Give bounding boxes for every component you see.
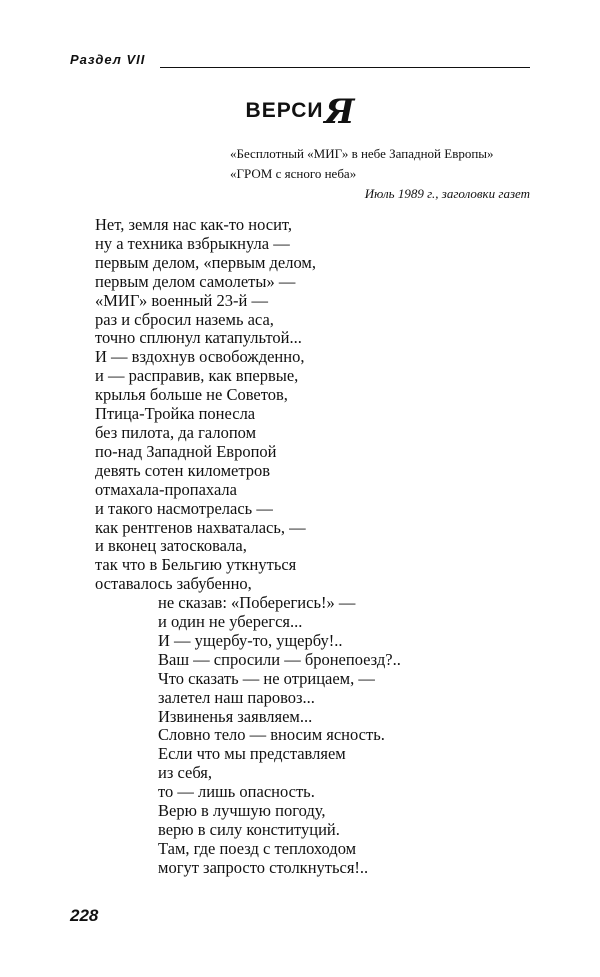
poem-line: верю в силу конституций. [158, 820, 340, 839]
poem-title-main: ВЕРСИ [245, 99, 324, 122]
poem-line: без пилота, да галопом [95, 422, 257, 442]
poem-line: Если что мы представляем [158, 744, 346, 764]
poem-line: по-над Западной Европой [95, 441, 277, 461]
poem-title [0, 92, 600, 132]
poem-line: и такого насмотрелась — [95, 498, 273, 518]
poem-line: не сказав: «Поберегись!» — [158, 593, 356, 613]
poem-line: Что сказать — не отрицаем, — [158, 668, 375, 688]
poem-line: «МИГ» военный 23-й — [95, 290, 268, 310]
poem-line: первым делом, «первым делом, [95, 252, 316, 272]
poem-line: Словно тело — вносим ясность. [158, 725, 385, 745]
poem-line: Там, где поезд с теплоходом [158, 838, 357, 858]
poem-line: и один не уберегся... [158, 612, 303, 632]
poem-line: Ваш — спросили — бронепоезд?.. [158, 649, 401, 669]
poem-line: залетел наш паровоз... [158, 687, 315, 707]
header-rule [160, 67, 530, 68]
poem-line: могут запросто столкнуться!.. [158, 857, 369, 877]
poem-line: И — ущербу-то, ущербу!.. [158, 630, 343, 650]
poem-line: и — расправив, как впервые, [95, 366, 299, 386]
poem-line: И — вздохнув освобожденно, [95, 347, 305, 367]
poem-line: раз и сбросил наземь аса, [95, 309, 274, 329]
epigraph [230, 144, 530, 204]
poem-line: Нет, земля нас как-то носит, [95, 215, 293, 234]
poem-line: Птица-Тройка понесла [95, 404, 256, 424]
poem-line: так что в Бельгию уткнуться [95, 555, 297, 575]
poem-body [95, 216, 401, 878]
poem-line: крылья больше не Советов, [95, 385, 288, 405]
page-number: 228 [70, 906, 99, 925]
running-header [70, 52, 530, 72]
poem-line: отмахала-пропахала [95, 479, 237, 499]
poem-line: то — лишь опасность. [158, 782, 315, 802]
epigraph-line: «ГРОМ с ясного неба» [230, 166, 357, 181]
poem-line: девять сотен километров [95, 460, 271, 480]
poem-line: Верю в лучшую погоду, [158, 801, 326, 821]
poem-line: как рентгенов нахваталась, — [95, 517, 306, 537]
poem-line: первым делом самолеты» — [95, 271, 296, 291]
epigraph-source: Июль 1989 г., заголовки газет [364, 186, 530, 201]
poem-line: из себя, [158, 763, 213, 783]
poem-title-last-letter: Я [324, 92, 355, 132]
poem-line: ну а техника взбрыкнула — [95, 233, 290, 253]
poem-line: Извиненья заявляем... [158, 706, 313, 726]
section-label: Раздел VII [70, 52, 146, 67]
epigraph-line: «Бесплотный «МИГ» в небе Западной Европы» [230, 146, 494, 161]
poem-line: оставалось забубенно, [95, 574, 252, 594]
poem-line: точно сплюнул катапультой... [95, 328, 302, 348]
poem-line: и вконец затосковала, [95, 536, 247, 556]
